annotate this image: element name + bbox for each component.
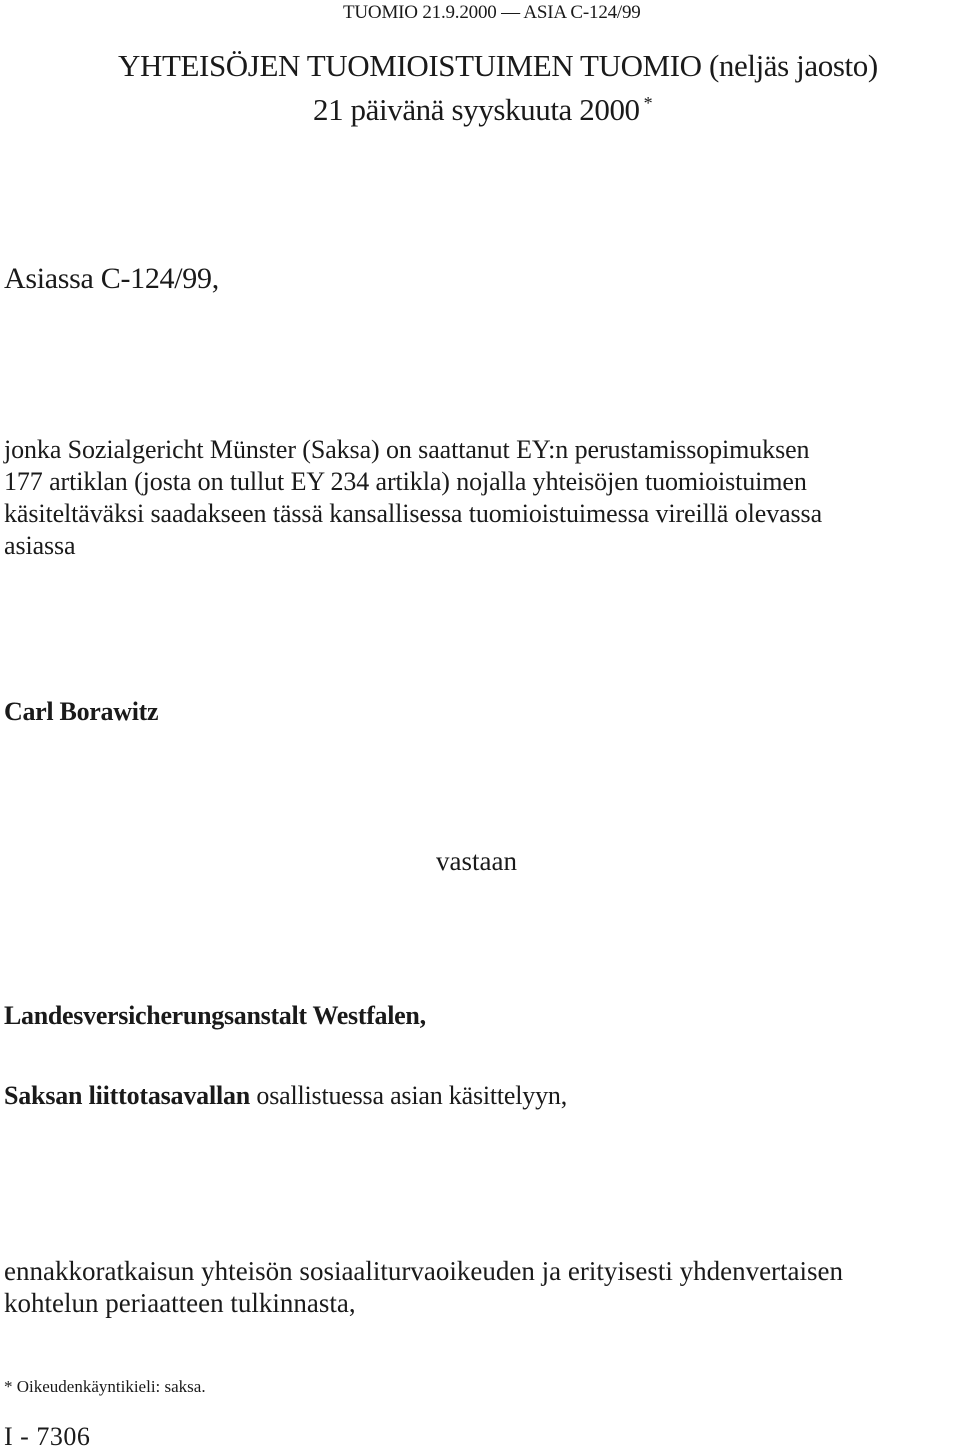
intervener-line	[4, 1081, 567, 1111]
defendant-name: Landesversicherungsanstalt Westfalen,	[4, 1001, 426, 1030]
page-number: I - 7306	[4, 1422, 91, 1451]
footnote-marker: *	[643, 93, 653, 113]
intervener-text: osallistuessa asian käsittelyyn,	[256, 1081, 567, 1110]
subject-paragraph	[4, 1255, 956, 1319]
subject-line: kohtelun periaatteen tulkinnasta,	[4, 1288, 356, 1318]
reference-line: asiassa	[4, 531, 76, 560]
reference-line: 177 artiklan (josta on tullut EY 234 artikla) nojalla yhteisöjen tuomioistuimen	[4, 467, 807, 496]
versus-label: vastaan	[436, 846, 517, 876]
intervener-name: Saksan liittotasavallan	[4, 1081, 251, 1110]
running-header: TUOMIO 21.9.2000 — ASIA C-124/99	[343, 2, 641, 23]
subject-line: ennakkoratkaisun yhteisön sosiaaliturvaoikeuden ja erityisesti yhdenvertaisen	[4, 1256, 844, 1286]
judgment-date	[313, 92, 652, 128]
reference-line: jonka Sozialgericht Münster (Saksa) on saattanut EY:n perustamissopimuksen	[4, 435, 810, 464]
reference-line: käsiteltäväksi saadakseen tässä kansallisessa tuomioistuimessa vireillä olevassa	[4, 499, 823, 528]
footnote: * Oikeudenkäyntikieli: saksa.	[4, 1377, 206, 1396]
applicant-name: Carl Borawitz	[4, 697, 159, 726]
reference-paragraph	[4, 434, 956, 562]
judgment-date-text: 21 päivänä syyskuuta 2000	[313, 92, 640, 127]
case-number: Asiassa C-124/99,	[4, 262, 219, 295]
court-title: YHTEISÖJEN TUOMIOISTUIMEN TUOMIO (neljäs jaosto)	[118, 48, 878, 83]
